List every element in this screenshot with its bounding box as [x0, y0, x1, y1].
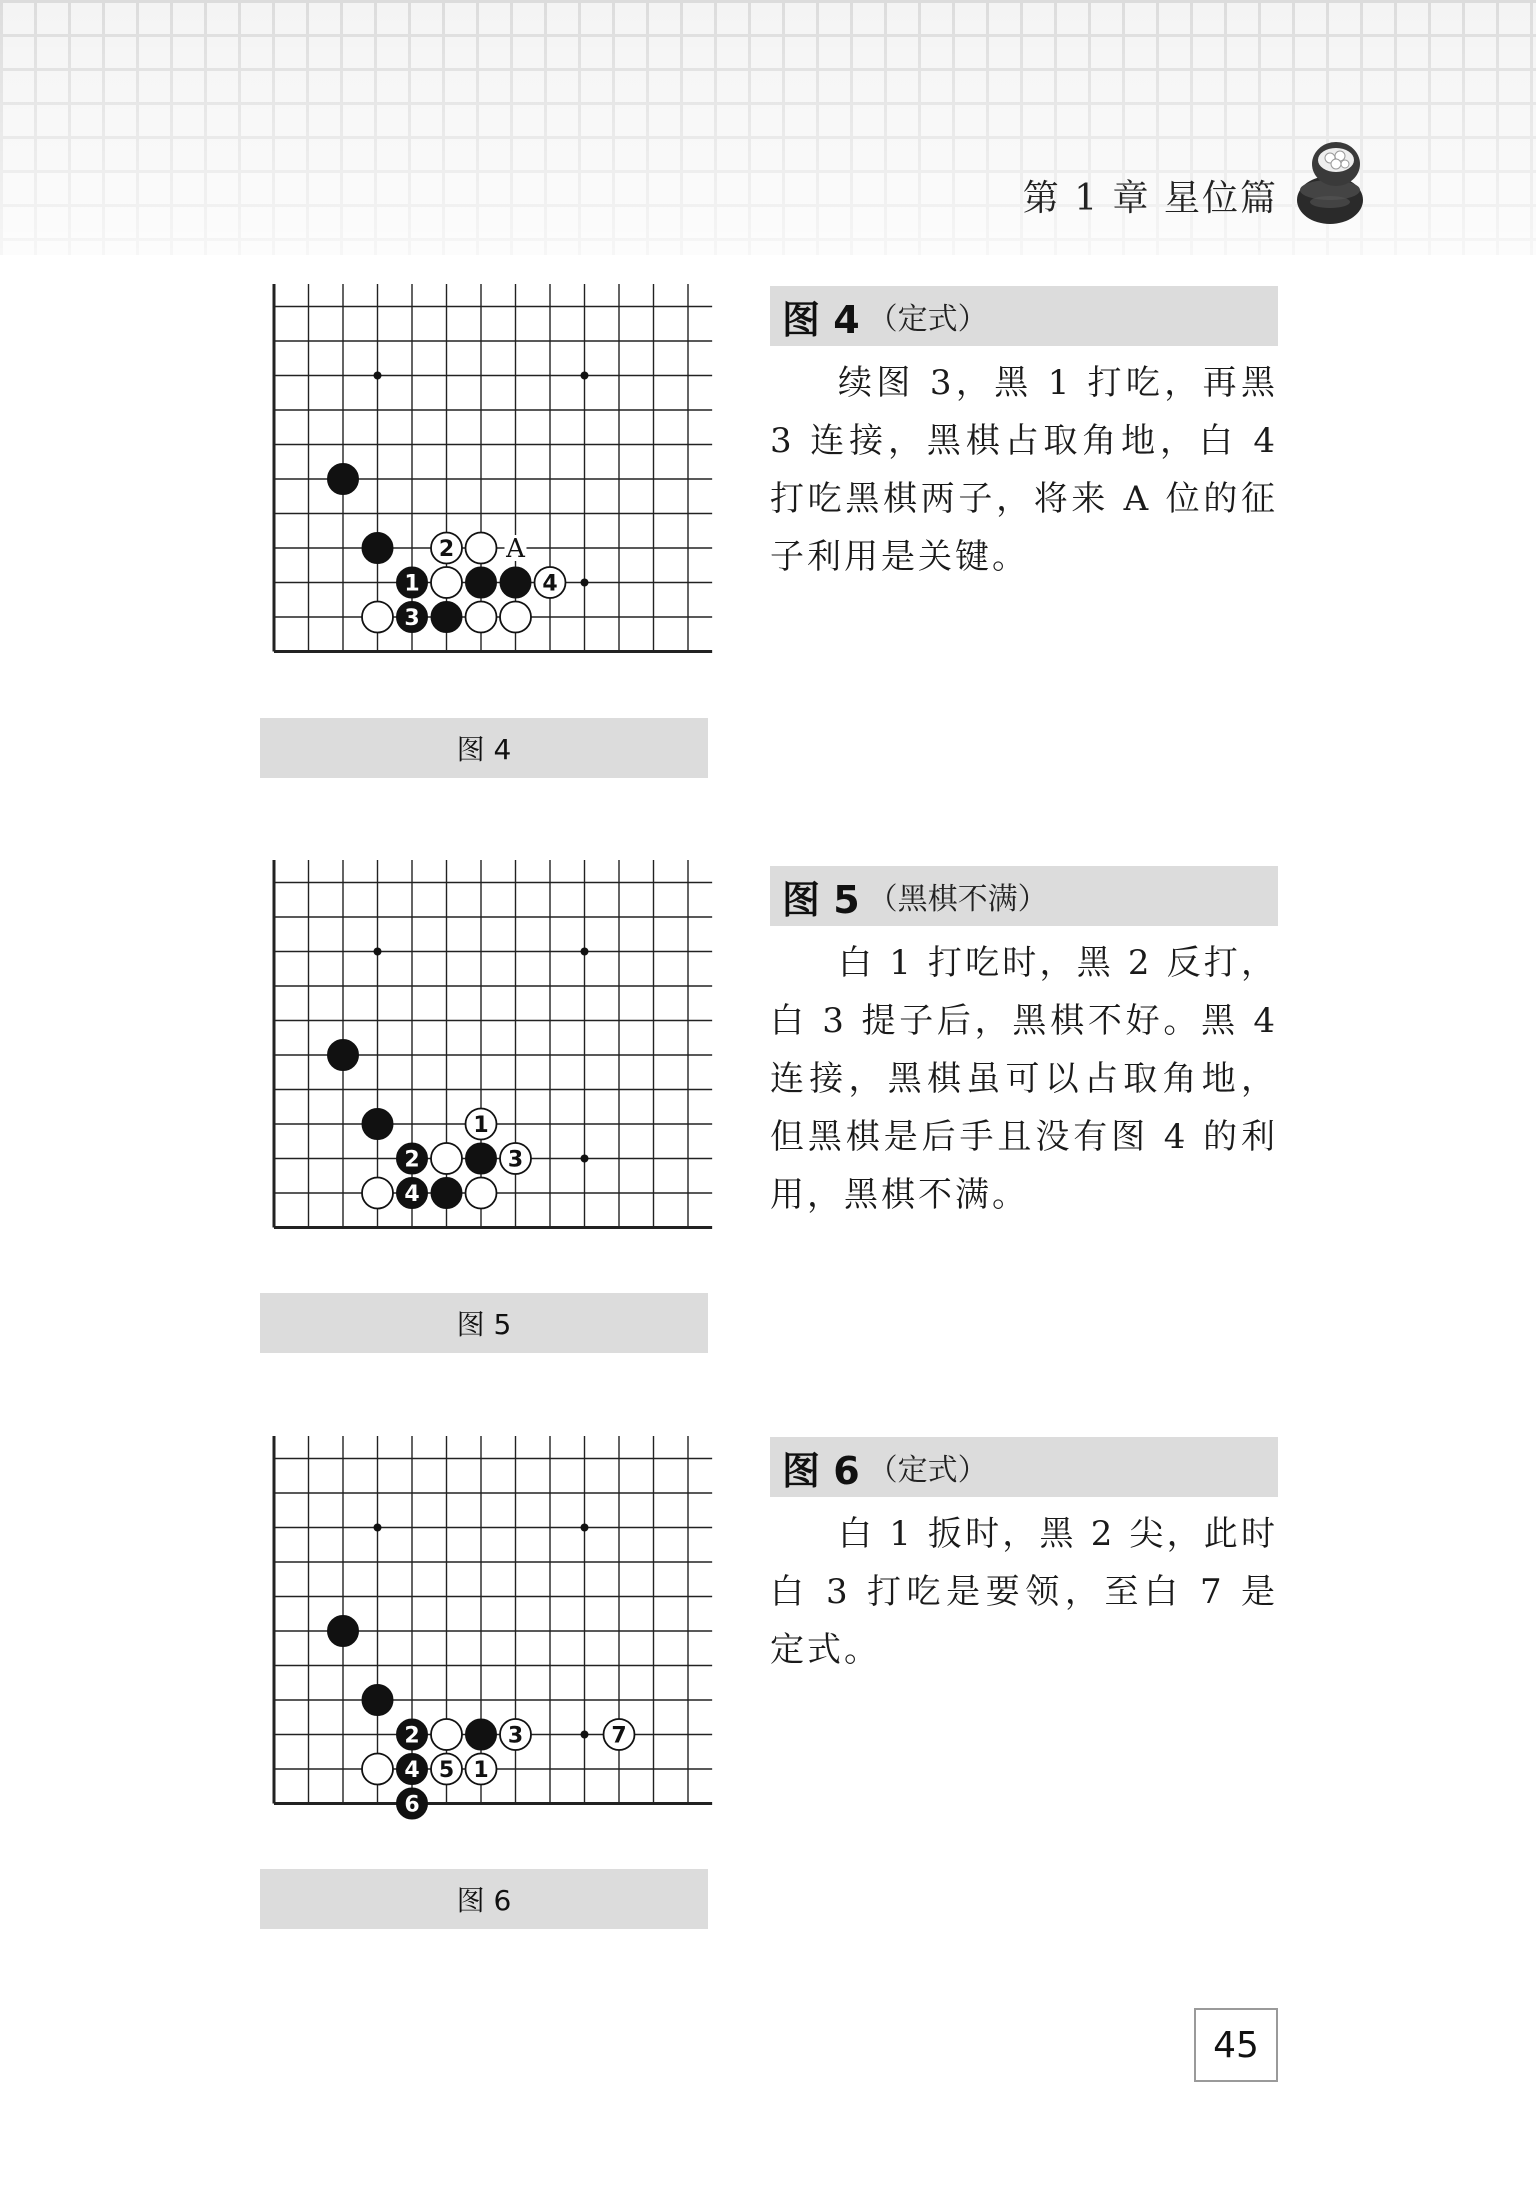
star-point [581, 1731, 589, 1739]
figure-6-caption: 图 6 [260, 1869, 708, 1929]
figure-6-heading-subtitle: （定式） [867, 1453, 988, 1488]
move-number-label: 2 [404, 1723, 420, 1749]
figure-5-heading-subtitle: （黑棋不满） [867, 882, 1048, 917]
go-stone-bowl-icon [1290, 138, 1370, 228]
go-board-figure-5 [270, 860, 714, 1260]
black-stone [328, 464, 359, 495]
figure-5-heading [770, 866, 1278, 926]
star-point [581, 579, 589, 587]
move-number-label: 2 [438, 537, 455, 562]
figure-5-heading-number: 图 5 [782, 877, 860, 922]
figure-4-heading [770, 286, 1278, 346]
move-number-label: 3 [507, 1147, 524, 1173]
black-stone [500, 567, 531, 598]
black-stone [431, 602, 462, 633]
white-stone [431, 1719, 462, 1750]
black-stone [362, 1109, 393, 1140]
letter-marker: A [506, 534, 525, 564]
white-stone [500, 602, 531, 633]
move-number-label: 4 [404, 1182, 420, 1207]
white-stone [362, 1754, 393, 1785]
move-number-label: 3 [507, 1723, 524, 1749]
black-stone [328, 1040, 359, 1071]
figure-6-text [770, 1437, 1278, 1679]
black-stone [431, 1178, 462, 1209]
black-stone [466, 1143, 497, 1174]
white-stone [362, 602, 393, 633]
black-stone [466, 1719, 497, 1750]
move-number-label: 4 [542, 571, 558, 597]
star-point [374, 1524, 382, 1532]
figure-5-body: 白 1 打吃时，黑 2 反打，白 3 提子后，黑棋不好。黑 4 连接，黑棋虽可以占取角地，但黑棋是后手且没有图 4 的利用，黑棋不满。 [770, 943, 1278, 1215]
go-board-figure-4 [270, 284, 714, 684]
figure-4-heading-subtitle: （定式） [867, 302, 988, 337]
star-point [581, 1155, 589, 1163]
move-number-label: 1 [473, 1113, 489, 1138]
move-number-label: 2 [404, 1147, 420, 1173]
black-stone [362, 1685, 393, 1716]
figure-4-text [770, 286, 1278, 586]
figure-4-heading-number: 图 4 [782, 297, 860, 342]
move-number-label: 6 [404, 1792, 420, 1818]
star-point [374, 948, 382, 956]
figure-6-heading [770, 1437, 1278, 1497]
white-stone [466, 1178, 497, 1209]
white-stone [466, 602, 497, 633]
star-point [581, 948, 589, 956]
star-point [581, 372, 589, 380]
white-stone [466, 533, 497, 564]
go-board-figure-6 [270, 1436, 714, 1836]
star-point [581, 1524, 589, 1532]
move-number-label: 3 [404, 606, 420, 631]
move-number-label: 1 [404, 571, 420, 597]
white-stone [431, 1143, 462, 1174]
chapter-title: 第 1 章 星位篇 [1022, 178, 1278, 219]
black-stone [362, 533, 393, 564]
figure-5-caption: 图 5 [260, 1293, 708, 1353]
figure-4-caption: 图 4 [260, 718, 708, 778]
figure-5-text [770, 866, 1278, 1224]
move-number-label: 5 [438, 1758, 455, 1783]
black-stone [466, 567, 497, 598]
page-number: 45 [1194, 2008, 1278, 2082]
move-number-label: 4 [404, 1758, 420, 1783]
white-stone [431, 567, 462, 598]
figure-6-body: 白 1 扳时，黑 2 尖，此时白 3 打吃是要领，至白 7 是定式。 [770, 1514, 1278, 1670]
black-stone [328, 1616, 359, 1647]
figure-6-heading-number: 图 6 [782, 1448, 860, 1493]
move-number-label: 7 [611, 1723, 627, 1749]
figure-4-body: 续图 3，黑 1 打吃，再黑 3 连接，黑棋占取角地，白 4 打吃黑棋两子，将来 A 位的征子利用是关键。 [770, 363, 1278, 577]
star-point [374, 372, 382, 380]
white-stone [362, 1178, 393, 1209]
move-number-label: 1 [473, 1758, 489, 1783]
